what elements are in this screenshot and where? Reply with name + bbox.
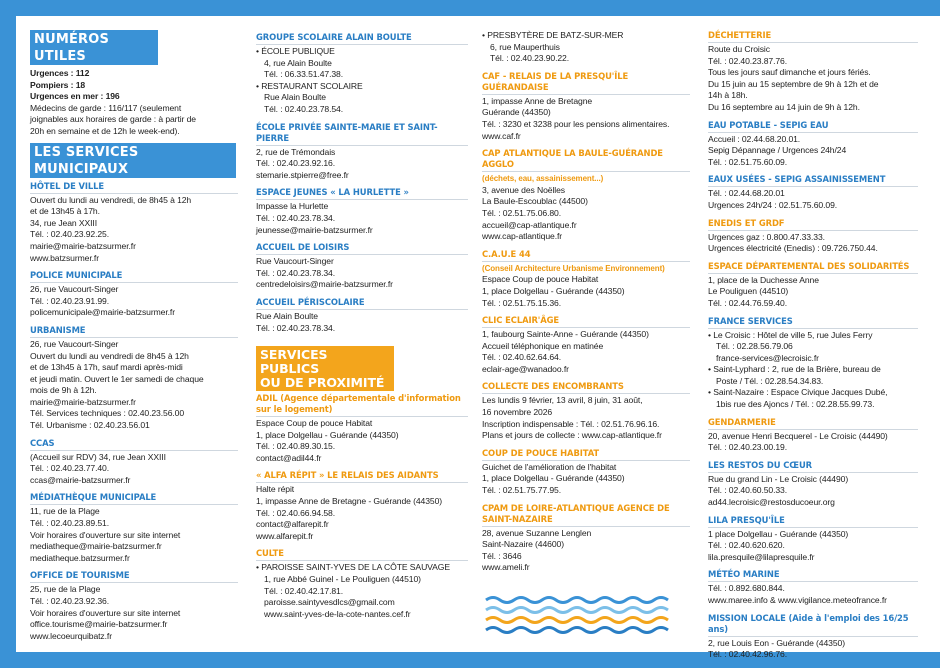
info-section: [30, 492, 238, 564]
info-line: 1, place Dolgellau - Guérande (44350): [482, 473, 625, 484]
info-line: Guérande (44350): [482, 107, 551, 118]
info-line: Tél. : 06.33.51.47.38.: [264, 69, 344, 80]
section-title: URBANISME: [30, 325, 238, 338]
col1-sections: [30, 181, 238, 643]
info-section: [256, 242, 468, 291]
section-title: ESPACE DÉPARTEMENTAL DES SOLIDARITÉS: [708, 261, 918, 274]
contact-link[interactable]: ad44.lecroisic@restosducoeur.org: [708, 497, 835, 508]
info-section: [256, 122, 468, 182]
section-title: C.A.U.E 44: [482, 249, 690, 262]
info-line: et jeudi matin. Ouvert le 1er samedi de chaque: [30, 373, 204, 384]
info-line: Tél. : 02.40.23.92.36.: [30, 596, 110, 606]
section-title: ADIL (Agence départementale d'information sur le logement): [256, 393, 468, 417]
section-title: ESPACE JEUNES « LA HURLETTE »: [256, 187, 468, 200]
section-title: EAU POTABLE - SEPIG EAU: [708, 120, 918, 133]
info-section: [30, 181, 238, 265]
contact-link[interactable]: centredeloisirs@mairie-batzsurmer.fr: [256, 279, 393, 290]
info-line: Tél. : 02.40.89.30.15.: [256, 441, 336, 452]
info-line: 1, faubourg Sainte-Anne - Guérande (44350): [482, 329, 649, 340]
info-line: 1, place Dolgellau - Guérande (44350): [256, 429, 399, 440]
info-line: Du 15 juin au 15 septembre de 9h à 12h et de: [708, 78, 879, 89]
info-section: [708, 613, 918, 661]
info-line: Tél. : 02.40.23.78.34.: [256, 322, 336, 333]
info-line: Tél. : 02.40.60.50.33.: [708, 485, 788, 496]
info-section: [256, 548, 468, 620]
info-section: [708, 218, 918, 255]
info-line: 1bis rue des Ajoncs / Tél. : 02.28.55.99.73.: [716, 399, 875, 410]
info-line: 2, rue Louis Eon - Guérande (44350): [708, 637, 845, 648]
section-title: CPAM DE LOIRE-ATLANTIQUE AGENCE DE SAINT-NAZAIRE: [482, 503, 690, 527]
section-title: CLIC ECLAIR'ÂGE: [482, 315, 690, 328]
brochure-page: [16, 16, 940, 660]
contact-link[interactable]: office.tourisme@mairie-batzsurmer.fr: [30, 619, 168, 630]
column-3: [482, 30, 690, 580]
info-line: Tél. : 02.40.23.92.25.: [30, 229, 110, 240]
info-line: Les lundis 9 février, 13 avril, 8 juin, 31 août,: [482, 395, 643, 406]
section-title: ACCUEIL DE LOISIRS: [256, 242, 468, 255]
col2-sections-a: [256, 32, 468, 334]
info-line: Tél. : 02.40.23.89.51.: [30, 518, 110, 529]
info-section: [30, 570, 238, 642]
info-line: 14h à 18h.: [708, 90, 748, 101]
section-subtitle: (déchets, eau, assainissement...): [482, 174, 604, 184]
services-municipaux-heading: LES SERVICES MUNICIPAUX: [30, 143, 236, 178]
info-line: 1, place Dolgellau - Guérande (44350): [482, 285, 625, 296]
contact-link[interactable]: jeunesse@mairie-batzsurmer.fr: [256, 224, 373, 235]
info-line: (Accueil sur RDV) 34, rue Jean XXIII: [30, 451, 166, 462]
section-title: CCAS: [30, 438, 238, 451]
info-line: Ouvert du lundi au vendredi, de 8h45 à 12h: [30, 194, 192, 205]
info-section: [482, 448, 690, 497]
section-title: EAUX USÉES - SEPIG ASSAINISSEMENT: [708, 174, 918, 187]
info-line: 1, rue Abbé Guinel - Le Pouliguen (44510): [264, 574, 421, 585]
info-section: [708, 120, 918, 169]
numeros-utiles-heading: NUMÉROS UTILES: [30, 30, 158, 65]
info-line: 16 novembre 2026: [482, 407, 553, 418]
info-line: Tél. : 02.40.42.17.81.: [264, 585, 344, 596]
info-line: 34, rue Jean XXIII: [30, 217, 97, 228]
contact-link[interactable]: stemarie.stpierre@free.fr: [256, 169, 349, 180]
section-title: DÉCHETTERIE: [708, 30, 918, 43]
info-line: Sepig Dépannage / Urgences 24h/24: [708, 145, 847, 156]
info-line: Rue Vaucourt-Singer: [256, 256, 334, 267]
info-section: [708, 316, 918, 411]
presbytere-line: Tél. : 02.40.23.90.22.: [490, 53, 570, 64]
column-1: [30, 30, 238, 648]
info-line: Urgences gaz : 0.800.47.33.33.: [708, 231, 825, 242]
info-section: [482, 249, 690, 309]
presbytere-line: • PRESBYTÈRE DE BATZ-SUR-MER: [482, 30, 624, 40]
info-line: Rue Alain Boulte: [256, 310, 318, 321]
info-line: Accueil : 02.44.68.20.01.: [708, 133, 801, 144]
info-line: Tél. : 02.40.23.77.40.: [30, 463, 110, 474]
info-line: Tous les jours sauf dimanche et jours fériés.: [708, 67, 871, 78]
contact-link[interactable]: contact@alfarepit.fr: [256, 519, 329, 530]
contact-link[interactable]: www.lecoeurquibatz.fr: [30, 630, 112, 641]
column-2: [256, 32, 468, 626]
contact-link[interactable]: eclair-age@wanadoo.fr: [482, 363, 569, 374]
section-title: COUP DE POUCE HABITAT: [482, 448, 690, 461]
info-line: Halte répit: [256, 484, 295, 495]
contact-link[interactable]: www.ameli.fr: [482, 562, 530, 573]
info-line: 26, rue Vaucourt-Singer: [30, 284, 119, 295]
contact-link[interactable]: www.batzsurmer.fr: [30, 252, 99, 263]
section-title: CULTE: [256, 548, 468, 561]
info-line: Tél. : 02.40.23.92.16.: [256, 158, 336, 169]
info-line: Tél. : 0.892.680.844.: [708, 583, 785, 594]
info-line: 1, impasse Anne de Bretagne: [482, 95, 593, 106]
info-line: Tél. : 3646: [482, 550, 522, 561]
info-line: Urgences 24h/24 : 02.51.75.60.09.: [708, 199, 838, 210]
info-section: [482, 315, 690, 375]
info-line: 2, rue de Trémondais: [256, 146, 336, 157]
section-title: POLICE MUNICIPALE: [30, 270, 238, 283]
section-title: LES RESTOS DU CŒUR: [708, 460, 918, 473]
section-title: MISSION LOCALE (Aide à l'emploi des 16/25 ans): [708, 613, 918, 637]
contact-link[interactable]: france-services@lecroisic.fr: [716, 352, 819, 363]
info-line: Guichet de l'amélioration de l'habitat: [482, 461, 617, 472]
info-line: Tél. : 02.51.75.15.36.: [482, 297, 562, 308]
info-line: • Le Croisic : Hôtel de ville 5, rue Jules Ferry: [708, 329, 873, 340]
info-section: [708, 417, 918, 454]
info-line: 25, rue de la Plage: [30, 584, 101, 595]
info-line: Tél. : 02.51.75.60.09.: [708, 156, 788, 167]
section-title: ENEDIS ET GRDF: [708, 218, 918, 231]
info-line: Tél. : 02.40.23.87.76.: [708, 55, 788, 66]
contact-link[interactable]: www.alfarepit.fr: [256, 530, 314, 541]
info-line: Rue Alain Boulte: [264, 92, 326, 103]
contact-link[interactable]: ccas@mairie-batzsurmer.fr: [30, 474, 131, 485]
contact-link[interactable]: www.caf.fr: [482, 130, 521, 141]
info-line: Tél. : 02.44.76.59.40.: [708, 297, 788, 308]
info-line: Ouvert du lundi au vendredi de 8h45 à 12h: [30, 350, 189, 361]
section-title: ÉCOLE PRIVÉE SAINTE-MARIE ET SAINT-PIERRE: [256, 122, 468, 146]
info-line: Tél. : 02.51.75.06.80.: [482, 207, 562, 218]
info-line: Tél. : 02.40.620.620.: [708, 540, 785, 551]
section-title: ACCUEIL PÉRISCOLAIRE: [256, 297, 468, 310]
info-line: Tél. : 3230 et 3238 pour les pensions alimentaires.: [482, 118, 670, 129]
info-line: Voir horaires d'ouverture sur site internet: [30, 529, 181, 540]
info-section: [30, 270, 238, 319]
presbytere-line: 6, rue Mauperthuis: [490, 41, 560, 52]
section-title: « ALFA RÉPIT » LE RELAIS DES AIDANTS: [256, 470, 468, 483]
info-line: et de 13h45 à 17h, sauf mardi après-midi: [30, 362, 183, 373]
info-line: Voir horaires d'ouverture sur site internet: [30, 607, 181, 618]
medecins-line: joignables aux horaires de garde : à partir de: [30, 114, 196, 125]
info-line: Tél. : 02.40.23.78.54.: [264, 103, 344, 114]
contact-link[interactable]: mediatheque@mairie-batzsurmer.fr: [30, 541, 162, 552]
services-publics-title-1: SERVICES PUBLICS: [260, 347, 328, 377]
info-line: 1 place Dolgellau - Guérande (44350): [708, 528, 849, 539]
info-line: Tél. Urbanisme : 02.40.23.56.01: [30, 420, 150, 431]
info-line: Tél. : 02.40.23.00.19.: [708, 442, 788, 453]
info-section: [256, 470, 468, 542]
info-line: Tél. : 02.40.62.64.64.: [482, 352, 562, 363]
info-line: Espace Coup de pouce Habitat: [256, 418, 373, 429]
urgences-block: [30, 68, 238, 138]
contact-link[interactable]: lila.presquile@lilapresquile.fr: [708, 551, 815, 562]
info-section: [482, 148, 690, 243]
urgence-line: Urgences en mer : 196: [30, 91, 120, 102]
info-section: [30, 325, 238, 432]
medecins-line: Médecins de garde : 116/117 (seulement: [30, 102, 182, 113]
info-line: Tél. : 02.44.68.20.01: [708, 188, 785, 199]
info-line: 1, impasse Anne de Bretagne - Guérande (44350): [256, 496, 443, 507]
col3-sections: [482, 71, 690, 574]
info-section: [30, 438, 238, 487]
col2-sections-b: [256, 393, 468, 620]
services-publics-title-2: OU DE PROXIMITÉ: [260, 375, 385, 391]
info-line: Tél. : 02.40.23.78.34.: [256, 267, 336, 278]
contact-link[interactable]: contact@adil44.fr: [256, 452, 322, 463]
info-line: Accueil téléphonique en matinée: [482, 340, 604, 351]
contact-link[interactable]: www.cap-atlantique.fr: [482, 231, 563, 242]
medecins-line: 20h en semaine et de 12h le week-end).: [30, 125, 180, 136]
info-line: Tél. : 02.51.75.77.95.: [482, 485, 562, 496]
contact-link[interactable]: www.saint-yves-de-la-cote-nantes.cef.fr: [264, 608, 411, 619]
info-section: [708, 460, 918, 509]
services-publics-heading: [256, 346, 394, 391]
info-section: [708, 569, 918, 606]
section-title: MÉTÉO MARINE: [708, 569, 918, 582]
section-title: CAF - RELAIS DE LA PRESQU'ÎLE GUÉRANDAISE: [482, 71, 690, 95]
info-section: [708, 30, 918, 114]
info-line: Tél. : 02.40.66.94.58.: [256, 507, 336, 518]
info-line: Le Pouliguen (44510): [708, 286, 789, 297]
info-line: et de 13h45 à 17h.: [30, 206, 100, 217]
section-title: HÔTEL DE VILLE: [30, 181, 238, 194]
info-line: 20, avenue Henri Becquerel - Le Croisic (44490): [708, 430, 888, 441]
info-section: [708, 261, 918, 310]
info-section: [708, 174, 918, 211]
info-line: Tél. Services techniques : 02.40.23.56.00: [30, 408, 185, 419]
info-line: Poste / Tél. : 02.28.54.34.83.: [716, 375, 824, 386]
info-line: 26, rue Vaucourt-Singer: [30, 338, 119, 349]
info-section: [482, 381, 690, 441]
info-line: Du 16 septembre au 14 juin de 9h à 12h.: [708, 101, 860, 112]
section-title: OFFICE DE TOURISME: [30, 570, 238, 583]
contact-link[interactable]: www.maree.info & www.vigilance.meteofrance.fr: [708, 595, 887, 605]
info-section: [482, 503, 690, 574]
info-section: [256, 393, 468, 464]
contact-link[interactable]: mairie@mairie-batzsurmer.fr: [30, 240, 136, 251]
info-line: Tél. : 02.40.42.96.76.: [708, 649, 788, 660]
info-line: Inscription indispensable : Tél. : 02.51.76.96.16.: [482, 418, 660, 429]
info-line: Urgences électricité (Enedis) : 09.726.750.44.: [708, 243, 878, 254]
col4-sections: [708, 30, 918, 661]
info-section: [708, 515, 918, 564]
info-section: [256, 32, 468, 116]
section-title: LILA PRESQU'ÎLE: [708, 515, 918, 528]
info-line: Espace Coup de pouce Habitat: [482, 274, 599, 285]
contact-link[interactable]: mairie@mairie-batzsurmer.fr: [30, 396, 136, 407]
info-line: • PAROISSE SAINT-YVES DE LA CÔTE SAUVAGE: [256, 562, 451, 573]
info-section: [256, 297, 468, 334]
contact-link[interactable]: accueil@cap-atlantique.fr: [482, 219, 577, 230]
info-line: mois de 9h à 12h.: [30, 385, 97, 396]
info-line: 4, rue Alain Boulte: [264, 57, 332, 68]
waves-decoration: [486, 594, 664, 634]
contact-link[interactable]: paroisse.saintyvesdlcs@gmail.com: [264, 597, 395, 608]
section-title: FRANCE SERVICES: [708, 316, 918, 329]
urgence-line: Urgences : 112: [30, 68, 90, 78]
info-line: Route du Croisic: [708, 44, 770, 54]
urgence-line: Pompiers : 18: [30, 79, 86, 90]
section-title: GROUPE SCOLAIRE ALAIN BOULTE: [256, 32, 468, 45]
info-line: • RESTAURANT SCOLAIRE: [256, 80, 363, 91]
info-line: La Baule-Escoublac (44500): [482, 196, 588, 207]
info-line: 3, avenue des Noëlles: [482, 184, 565, 195]
section-title: MÉDIATHÈQUE MUNICIPALE: [30, 492, 238, 505]
info-line: Tél. : 02.40.23.78.34.: [256, 212, 336, 223]
info-line: Tél. : 02.40.23.91.99.: [30, 295, 110, 306]
contact-link[interactable]: policemunicipale@mairie-batzsurmer.fr: [30, 307, 175, 318]
info-section: [482, 71, 690, 142]
section-subtitle: (Conseil Architecture Urbanisme Environnement): [482, 263, 665, 273]
section-title: COLLECTE DES ENCOMBRANTS: [482, 381, 690, 394]
info-line: 28, avenue Suzanne Lenglen: [482, 527, 592, 538]
info-line: mediatheque.batzsurmer.fr: [30, 552, 130, 563]
contact-link[interactable]: Plans et jours de collecte : www.cap-atlantique.fr: [482, 430, 662, 441]
info-line: Saint-Nazaire (44600): [482, 539, 564, 550]
info-line: 11, rue de la Plage: [30, 506, 100, 517]
info-line: Impasse la Hurlette: [256, 201, 329, 212]
column-4: [708, 30, 918, 667]
section-title: CAP ATLANTIQUE LA BAULE-GUÉRANDE AGGLO: [482, 148, 690, 172]
info-line: Tél. : 02.28.56.79.06: [716, 341, 793, 352]
presbytere-block: [482, 30, 690, 65]
info-line: • Saint-Lyphard : 2, rue de la Brière, bureau de: [708, 364, 881, 375]
info-line: • Saint-Nazaire : Espace Civique Jacques Dubé,: [708, 387, 888, 398]
section-title: GENDARMERIE: [708, 417, 918, 430]
info-line: 1, place de la Duchesse Anne: [708, 274, 819, 285]
info-section: [256, 187, 468, 236]
info-line: • ÉCOLE PUBLIQUE: [256, 46, 335, 56]
info-line: Rue du grand Lin - Le Croisic (44490): [708, 473, 849, 484]
